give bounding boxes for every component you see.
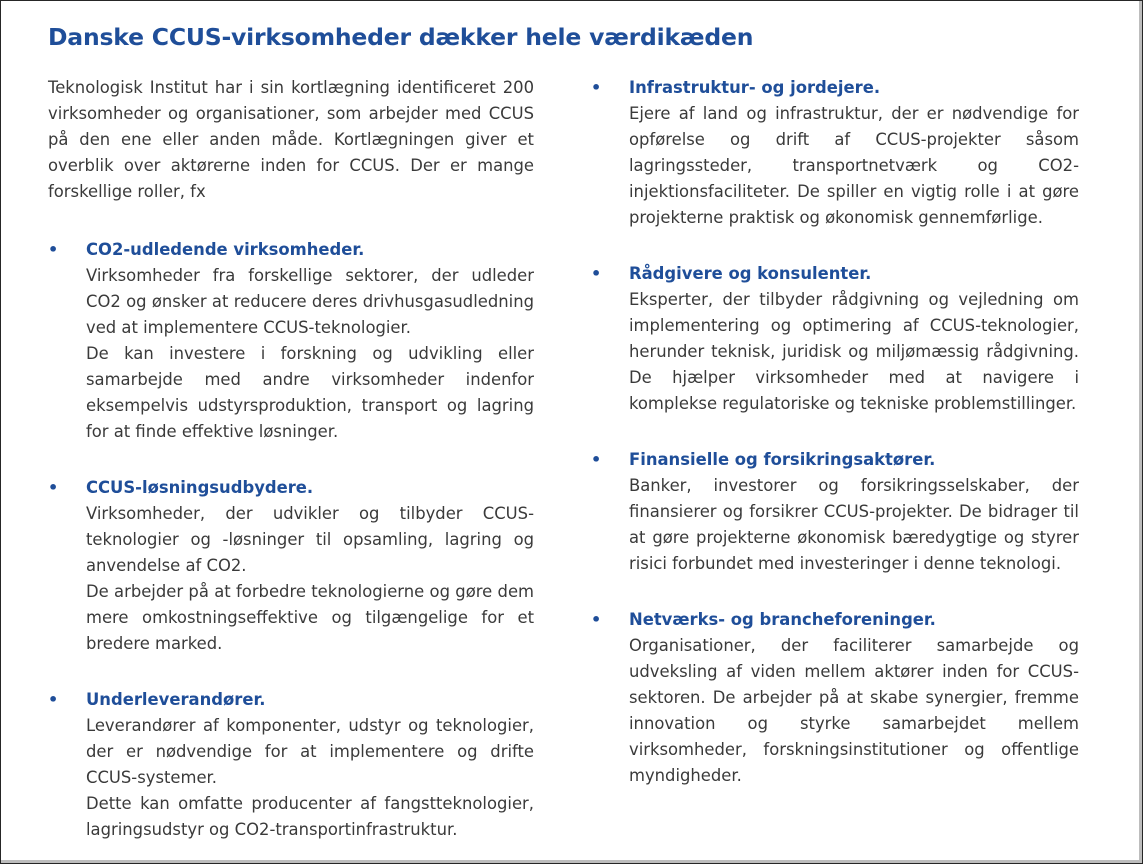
bullet-icon: • (591, 264, 602, 283)
list-item-paragraph: Leverandører af komponenter, udstyr og teknologier, der er nødvendige for at implementere og drifte CCUS-systemer. (86, 716, 534, 787)
list-item-title: Finansielle og forsikringsaktører. (629, 450, 936, 469)
list-item-body (629, 473, 1079, 577)
bullet-icon: • (48, 478, 59, 497)
right-column (591, 75, 1079, 789)
bullet-icon: • (48, 240, 59, 259)
list-item-solution-providers (48, 475, 534, 657)
left-column (48, 75, 534, 843)
list-item-subcontractors (48, 687, 534, 843)
list-item-title: CCUS-løsningsudbydere. (86, 478, 314, 497)
list-item-paragraph: De arbejder på at forbedre teknologierne og gøre dem mere omkostningseffektive og tilgængelige for et bredere marked. (86, 582, 534, 653)
bullet-icon: • (48, 690, 59, 709)
list-item-networks (591, 607, 1079, 789)
list-item-body (86, 263, 534, 445)
list-item-paragraph: Eksperter, der tilbyder rådgivning og vejledning om implementering og optimering af CCUS-teknologier, herunder teknisk, juridisk og miljømæssig rådgivning. De hjælper virksomheder med at navigere i komplekse regulatoriske og tekniske problemstillinger. (629, 290, 1079, 413)
list-item-infrastructure-owners (591, 75, 1079, 231)
list-item-paragraph: Dette kan omfatte producenter af fangstteknologier, lagringsudstyr og CO2-transportinfrastruktur. (86, 794, 534, 839)
list-item-body (629, 633, 1079, 789)
list-item-title: Rådgivere og konsulenter. (629, 264, 872, 283)
bullet-icon: • (591, 450, 602, 469)
list-item-body (629, 101, 1079, 231)
list-item-paragraph: Virksomheder fra forskellige sektorer, der udleder CO2 og ønsker at reducere deres drivhusgasudledning ved at implementere CCUS-teknologier. (86, 266, 534, 337)
list-item-financial-actors (591, 447, 1079, 577)
bullet-icon: • (591, 78, 602, 97)
list-item-body (86, 713, 534, 843)
list-item-paragraph: Banker, investorer og forsikringsselskaber, der finansierer og forsikrer CCUS-projekter. De bidrager til at gøre projekterne økonomisk bæredygtige og styrer risici forbundet med investeringer i denne teknologi. (629, 476, 1079, 573)
list-item-co2-emitters (48, 237, 534, 445)
bullet-icon: • (591, 610, 602, 629)
page-title: Danske CCUS-virksomheder dækker hele værdikæden (48, 23, 754, 51)
list-item-paragraph: Ejere af land og infrastruktur, der er nødvendige for opførelse og drift af CCUS-projekter såsom lagringssteder, transportnetværk og CO2-injektionsfaciliteter. De spiller en vigtig rolle i at gøre projekterne praktisk og økonomisk gennemførlige. (629, 104, 1079, 227)
list-item-title: CO2-udledende virksomheder. (86, 240, 365, 259)
list-item-title: Underleverandører. (86, 690, 266, 709)
list-item-consultants (591, 261, 1079, 417)
list-item-paragraph: Virksomheder, der udvikler og tilbyder CCUS-teknologier og -løsninger til opsamling, lagring og anvendelse af CO2. (86, 504, 534, 575)
list-item-title: Infrastruktur- og jordejere. (629, 78, 881, 97)
list-item-body (629, 287, 1079, 417)
list-item-paragraph: De kan investere i forskning og udvikling eller samarbejde med andre virksomheder indenfor eksempelvis udstyrsproduktion, transport og lagring for at finde effektive løsninger. (86, 344, 534, 441)
list-item-body (86, 501, 534, 657)
intro-paragraph: Teknologisk Institut har i sin kortlægning identificeret 200 virksomheder og organisationer, som arbejder med CCUS på den ene eller anden måde. Kortlægningen giver et overblik over aktørerne inden for CCUS. Der er mange forskellige roller, fx (48, 78, 534, 201)
list-item-paragraph: Organisationer, der faciliterer samarbejde og udveksling af viden mellem aktører inden for CCUS-sektoren. De arbejder på at skabe synergier, fremme innovation og styrke samarbejdet mellem virksomheder, forskningsinstitutioner og offentlige myndigheder. (629, 636, 1079, 785)
list-item-title: Netværks- og brancheforeninger. (629, 610, 936, 629)
